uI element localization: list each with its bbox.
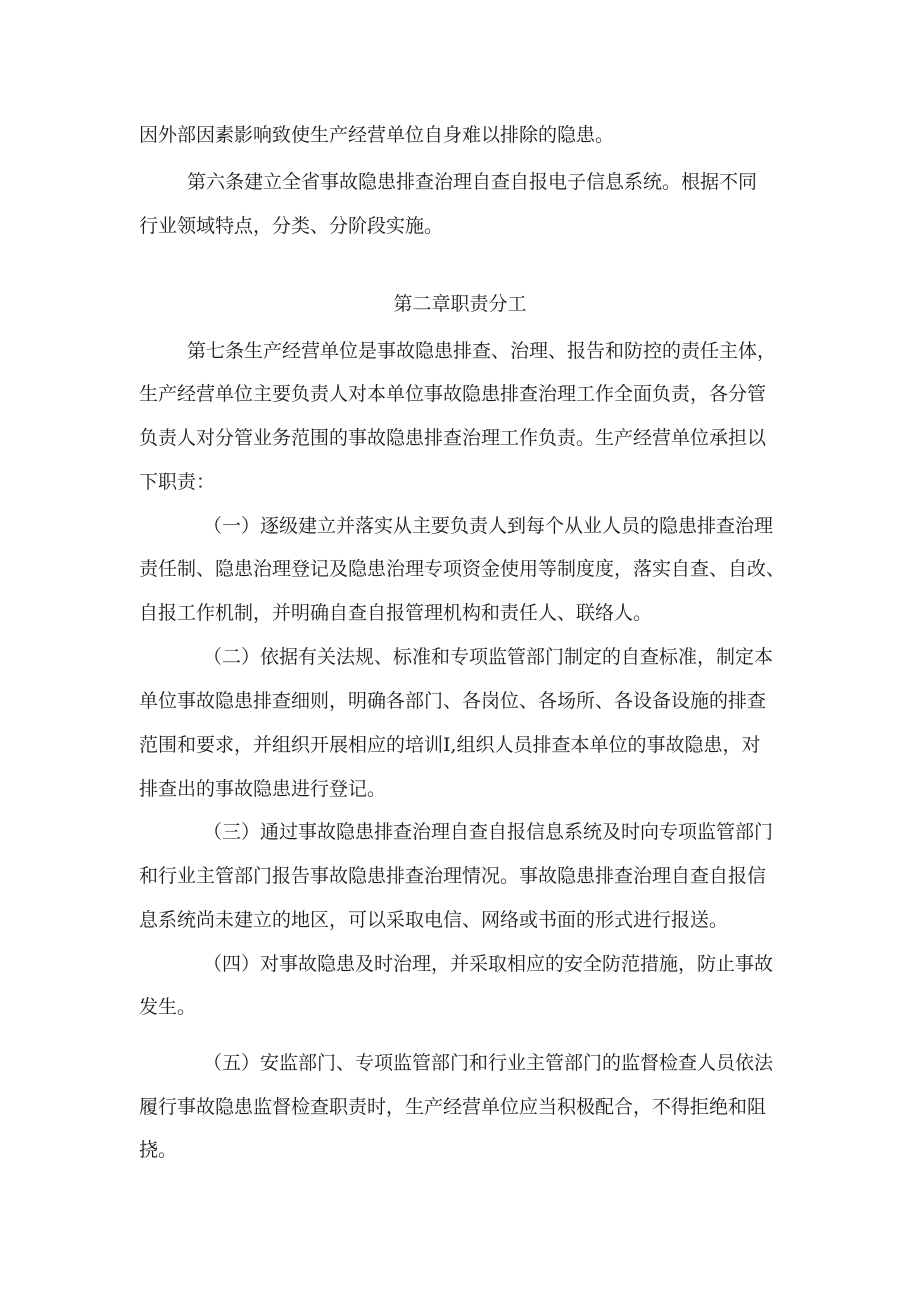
item-5-line: （五）安监部门、专项监管部门和行业主管部门的监督检查人员依法: [203, 1052, 774, 1074]
item-1-line: （一）逐级建立并落实从主要负责人到每个从业人员的隐患排查治理: [203, 515, 774, 537]
text-line: 单位事故隐患排查细则，明确各部门、各岗位、各场所、各设备设施的排查: [139, 690, 767, 712]
text-line: 挠。: [139, 1139, 178, 1161]
article-7-line: 第七条生产经营单位是事故隐患排查、治理、报告和防控的责任主体，: [187, 340, 777, 362]
text-line: 行业领域特点，分类、分阶段实施。: [139, 215, 444, 237]
text-line: 发生。: [139, 996, 197, 1018]
text-line: 排查出的事故隐患进行登记。: [139, 778, 387, 800]
text-line: 和行业主管部门报告事故隐患排查治理情况。事故隐患排查治理自查自报信: [139, 865, 767, 887]
item-2-line: （二）依据有关法规、标准和专项监管部门制定的自查标准，制定本: [203, 646, 774, 668]
text-line: 责任制、隐患治理登记及隐患治理专项资金使用等制度度，落实自查、自改、: [139, 558, 786, 580]
text-line: 息系统尚未建立的地区，可以采取电信、网络或书面的形式进行报送。: [139, 909, 729, 931]
text-line: 自报工作机制，并明确自查自报管理机构和责任人、联络人。: [139, 602, 653, 624]
item-3-line: （三）通过事故隐患排查治理自查自报信息系统及时向专项监管部门: [203, 821, 774, 843]
text-line: 下职责：: [139, 471, 216, 493]
chapter-heading: 第二章职责分工: [393, 293, 527, 315]
text-line: 履行事故隐患监督检查职责时，生产经营单位应当积极配合，不得拒绝和阻: [139, 1096, 767, 1118]
text-line: 负责人对分管业务范围的事故隐患排查治理工作负责。生产经营单位承担以: [139, 427, 767, 449]
item-4-line: （四）对事故隐患及时治理，并采取相应的安全防范措施，防止事故: [203, 953, 774, 975]
text-line: 因外部因素影响致使生产经营单位自身难以排除的隐患。: [139, 124, 615, 146]
text-line: 生产经营单位主要负责人对本单位事故隐患排查治理工作全面负责，各分管: [139, 383, 767, 405]
article-6-line: 第六条建立全省事故隐患排查治理自查自报电子信息系统。根据不同: [187, 171, 758, 193]
text-line: 范围和要求，并组织开展相应的培训I,组织人员排查本单位的事故隐患，对: [139, 734, 761, 756]
